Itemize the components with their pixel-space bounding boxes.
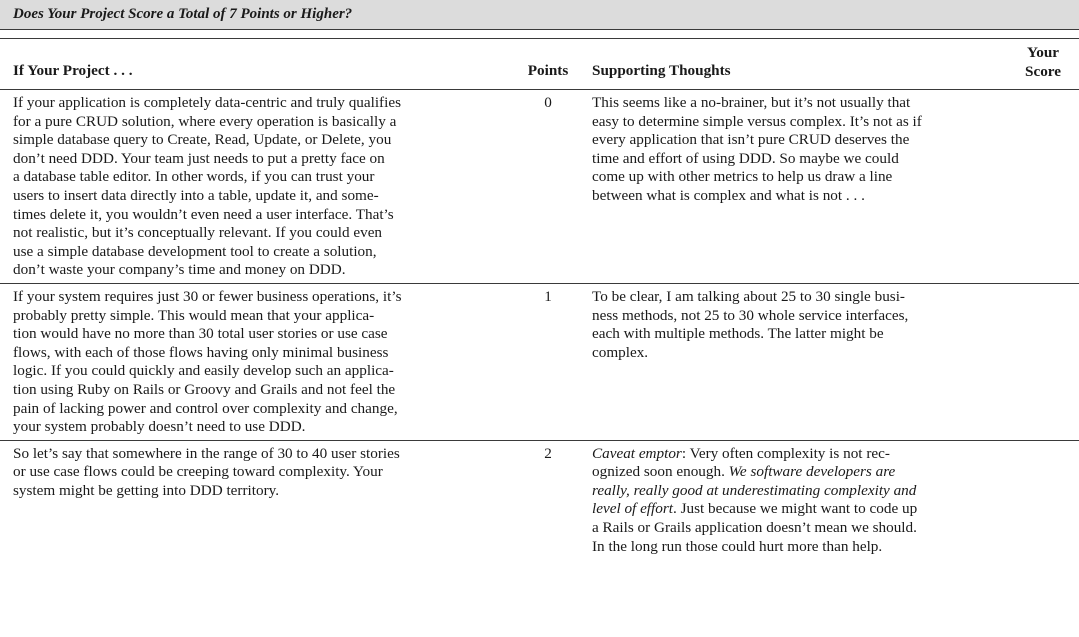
thought-text-line: This seems like a no-brainer, but it’s not usually that [592,94,911,111]
thought-text-line [592,500,993,519]
thought-text-line [592,463,993,482]
emphasis-text: level of effort [592,500,673,518]
thoughts-cell [579,283,1011,440]
project-cell [0,440,509,559]
thought-text-line: come up with other metrics to help us draw a line [592,168,893,186]
project-cell [0,283,509,440]
header-supporting-thoughts: Supporting Thoughts [579,39,1011,90]
table-header-row [0,39,1079,90]
project-text-line: tion using Ruby on Rails or Groovy and Grails and not feel the [13,380,396,398]
thought-text-line: every application that isn’t pure CRUD deserves the [592,131,910,149]
thought-text-fragment: . Just because we might want to code up [672,500,918,518]
thought-text-fragment: ognized soon enough. [592,463,729,481]
project-text-line: system might be getting into DDD territory. [13,481,280,499]
table-caption-bar [0,0,1079,30]
scoring-table [0,38,1079,559]
thought-text-line [592,445,993,464]
project-text-line: logic. If you could quickly and easily develop such an applica- [13,362,394,380]
project-text-line: a database table editor. In other words, if you can trust your [13,168,375,186]
project-text-line: your system probably doesn’t need to use DDD. [13,418,306,436]
score-cell[interactable] [1011,440,1079,559]
header-score-line-1: Your [1026,44,1060,61]
project-text-line: users to insert data directly into a table, update it, and some- [13,186,379,204]
score-cell[interactable] [1011,283,1079,440]
header-project: If Your Project . . . [0,39,509,90]
points-cell: 1 [509,283,579,440]
points-cell: 0 [509,90,579,284]
project-text-line: flows, with each of those flows having only minimal business [13,343,389,361]
thought-text-line: easy to determine simple versus complex. It’s not as if [592,112,922,130]
project-text-line: not realistic, but it’s conceptually relevant. If you could even [13,224,383,242]
thoughts-cell [579,90,1011,284]
project-text-line: don’t waste your company’s time and money on DDD. [13,261,346,279]
table-row [0,90,1079,284]
project-text-line: pain of lacking power and control over complexity and change, [13,399,398,417]
thought-text-line: each with multiple methods. The latter might be [592,325,884,343]
project-text-line: tion would have no more than 30 total user stories or use case [13,325,388,343]
thoughts-cell [579,440,1011,559]
project-text-line: use a simple database development tool to create a solution, [13,242,377,260]
thought-text-fragment: : Very often complexity is not rec- [681,444,890,462]
project-text-line: probably pretty simple. This would mean that your applica- [13,306,375,324]
table-row [0,440,1079,559]
points-cell: 2 [544,444,552,462]
thought-text-line: ness methods, not 25 to 30 whole service interfaces, [592,306,909,324]
project-text-line: So let’s say that somewhere in the range of 30 to 40 user stories [13,444,400,462]
thought-text-line: really, really good at underestimating complexity and [592,481,917,499]
project-text-line: times delete it, you wouldn’t even need a user interface. That’s [13,205,394,223]
project-text-line: If your system requires just 30 or fewer business operations, it’s [13,287,402,305]
header-points: Points [509,39,579,90]
header-score-line-2: Score [1025,63,1061,80]
project-cell [0,90,509,284]
thought-text-line: a Rails or Grails application doesn’t mean we should. [592,519,917,537]
project-text-line: simple database query to Create, Read, Update, or Delete, you [13,131,392,149]
project-text-line: don’t need DDD. Your team just needs to put a pretty face on [13,149,385,167]
project-text-line: for a pure CRUD solution, where every operation is basically a [13,112,397,130]
emphasis-text: We software developers are [728,463,896,481]
thought-text-line: To be clear, I am talking about 25 to 30 single busi- [592,287,905,305]
table-row [0,283,1079,440]
table-caption: Does Your Project Score a Total of 7 Points or Higher? [13,6,353,22]
thought-text-line: between what is complex and what is not . . . [592,186,865,204]
caveat-emptor-text: Caveat emptor [592,444,682,462]
project-text-line: If your application is completely data-centric and truly qualifies [13,94,401,111]
project-text-line: or use case flows could be creeping toward complexity. Your [13,463,383,481]
thought-text-line: time and effort of using DDD. So maybe we could [592,149,899,167]
header-your-score [1011,39,1079,90]
score-cell[interactable] [1011,90,1079,284]
thought-text-line: complex. [592,343,649,361]
thought-text-line: In the long run those could hurt more than help. [592,537,883,555]
